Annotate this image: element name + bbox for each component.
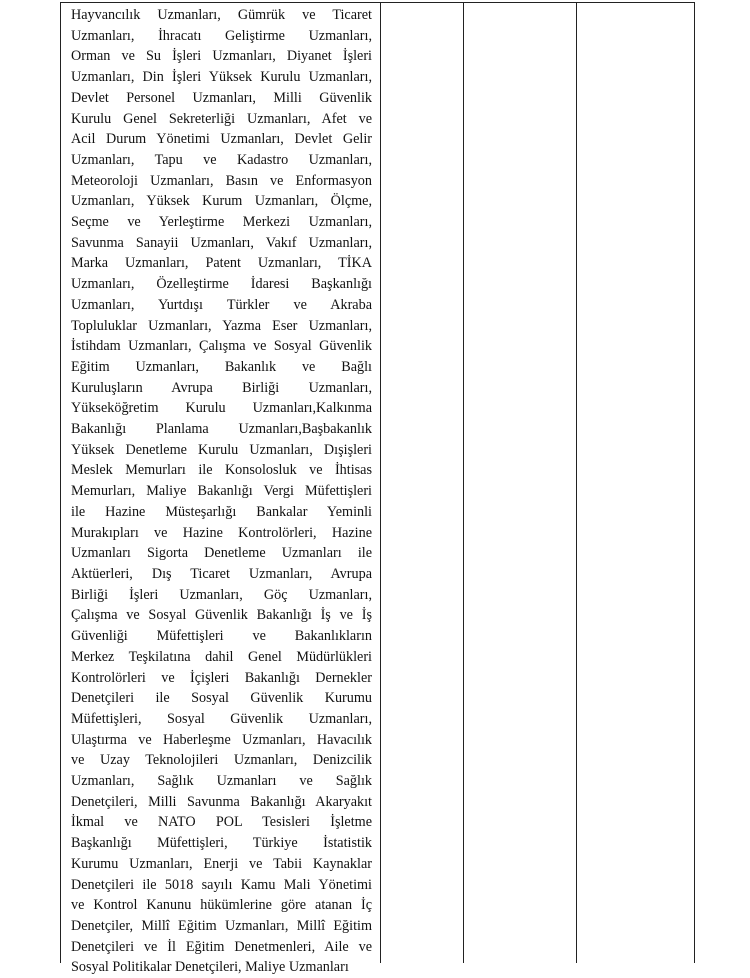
text-line: ile Hazine Müsteşarlığı Bankalar Yeminli — [71, 503, 372, 520]
text-line: Bakanlığı Planlama Uzmanları,Başbakanlık — [71, 421, 372, 438]
text-line: Memurları, Maliye Bakanlığı Vergi Müfettişleri — [71, 483, 372, 500]
text-line: Uzmanları, Yurtdışı Türkler ve Akraba — [71, 296, 372, 313]
text-line: Başkanlığı Müfettişleri, Türkiye İstatistik — [71, 835, 372, 852]
text-line: Uzmanları Sigorta Denetleme Uzmanları ile — [71, 545, 372, 562]
text-line: Denetçiler, Millî Eğitim Uzmanları, Millî Eğitim — [71, 917, 372, 934]
table-cell-description — [61, 3, 381, 976]
text-line: Sosyal Politikalar Denetçileri, Maliye Uzmanları — [71, 959, 349, 976]
text-line: Uzmanları, İhracatı Geliştirme Uzmanları, — [71, 27, 372, 44]
document-table — [60, 2, 695, 976]
text-line: ve Uzay Teknolojileri Uzmanları, Denizcilik — [71, 752, 372, 769]
text-line: Merkez Teşkilatına dahil Genel Müdürlükleri — [71, 648, 372, 665]
text-line: Güvenliği Müfettişleri ve Bakanlıkların — [71, 628, 372, 645]
text-line: Orman ve Su İşleri Uzmanları, Diyanet İşleri — [71, 48, 372, 65]
text-line: Seçme ve Yerleştirme Merkezi Uzmanları, — [71, 214, 372, 231]
text-line: Uzmanları, Din İşleri Yüksek Kurulu Uzmanları, — [71, 69, 372, 86]
text-line: Ulaştırma ve Haberleşme Uzmanları, Havacılık — [71, 731, 372, 748]
text-line: Aktüerleri, Dış Ticaret Uzmanları, Avrupa — [71, 565, 372, 582]
text-line: Çalışma ve Sosyal Güvenlik Bakanlığı İş ve İş — [71, 607, 372, 624]
text-line: Eğitim Uzmanları, Bakanlık ve Bağlı — [71, 358, 372, 375]
text-line: Meteoroloji Uzmanları, Basın ve Enformasyon — [71, 172, 372, 189]
text-line: Kuruluşların Avrupa Birliği Uzmanları, — [71, 379, 372, 396]
text-line: Denetçileri ve İl Eğitim Denetmenleri, Aile ve — [71, 938, 372, 955]
text-line: ve Kontrol Kanunu hükümlerine göre atanan İç — [71, 897, 372, 914]
text-line: Yükseköğretim Kurulu Uzmanları,Kalkınma — [71, 400, 372, 417]
text-line: Meslek Memurları ile Konsolosluk ve İhtisas — [71, 462, 372, 479]
text-line: Denetçileri ile 5018 sayılı Kamu Mali Yönetimi — [71, 876, 372, 893]
text-line: Kurulu Genel Sekreterliği Uzmanları, Afet ve — [71, 110, 372, 127]
text-line: Uzmanları, Tapu ve Kadastro Uzmanları, — [71, 151, 372, 168]
text-line: Müfettişleri, Sosyal Güvenlik Uzmanları, — [71, 710, 372, 727]
text-line: Uzmanları, Yüksek Kurum Uzmanları, Ölçme, — [71, 193, 372, 210]
text-line: Hayvancılık Uzmanları, Gümrük ve Ticaret — [71, 7, 372, 23]
text-line: Denetçileri ile Sosyal Güvenlik Kurumu — [71, 690, 372, 707]
text-line: İkmal ve NATO POL Tesisleri İşletme — [71, 814, 372, 831]
text-line: Denetçileri, Milli Savunma Bakanlığı Akaryakıt — [71, 793, 372, 810]
text-line: Devlet Personel Uzmanları, Milli Güvenlik — [71, 89, 372, 106]
cell-text-block — [61, 3, 380, 978]
text-line: Murakıpları ve Hazine Kontrolörleri, Hazine — [71, 524, 372, 541]
table-cell-empty-2 — [464, 3, 577, 963]
text-line: Marka Uzmanları, Patent Uzmanları, TİKA — [71, 255, 372, 272]
text-line: Yüksek Denetleme Kurulu Uzmanları, Dışişleri — [71, 441, 372, 458]
text-line: Topluluklar Uzmanları, Yazma Eser Uzmanları, — [71, 317, 372, 334]
table-cell-empty-1 — [381, 3, 464, 963]
table-cell-empty-3 — [577, 3, 694, 963]
text-line: Birliği İşleri Uzmanları, Göç Uzmanları, — [71, 586, 372, 603]
text-line: Savunma Sanayii Uzmanları, Vakıf Uzmanları, — [71, 234, 372, 251]
text-line: Kurumu Uzmanları, Enerji ve Tabii Kaynaklar — [71, 855, 372, 872]
text-line: Uzmanları, Sağlık Uzmanları ve Sağlık — [71, 773, 372, 790]
text-line: İstihdam Uzmanları, Çalışma ve Sosyal Güvenlik — [71, 338, 372, 355]
text-line: Uzmanları, Özelleştirme İdaresi Başkanlığı — [71, 276, 372, 293]
text-line: Kontrolörleri ve İçişleri Bakanlığı Dernekler — [71, 669, 372, 686]
text-line: Acil Durum Yönetimi Uzmanları, Devlet Gelir — [71, 131, 372, 148]
